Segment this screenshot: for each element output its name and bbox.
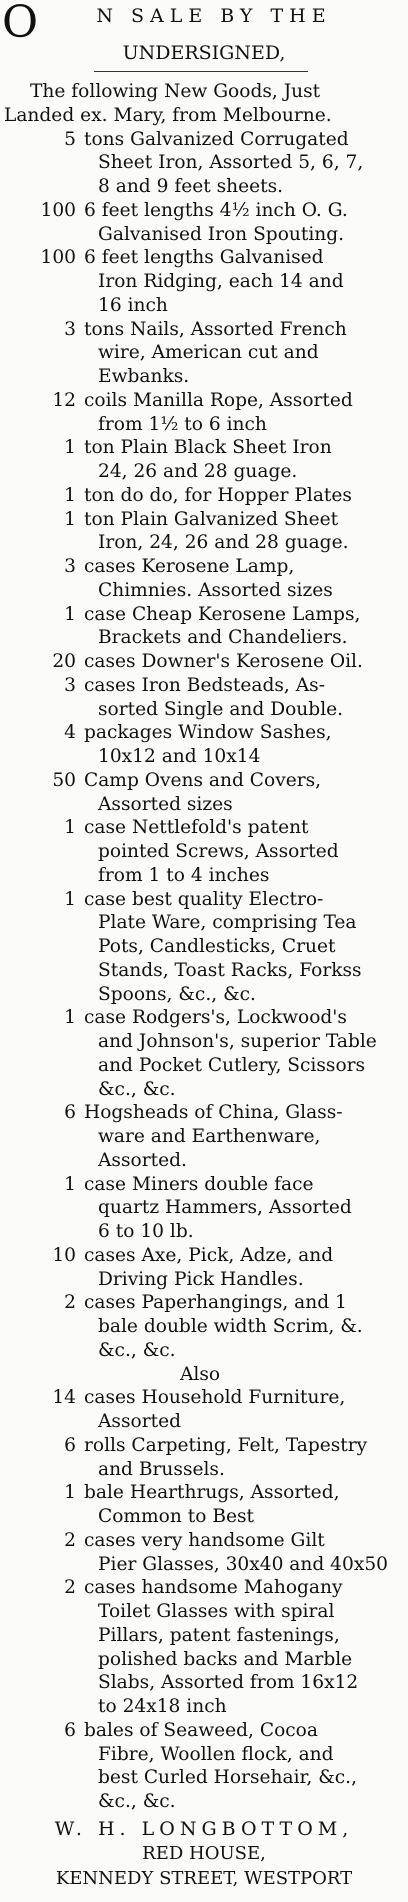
item-text-line: and Brussels. bbox=[98, 1458, 225, 1480]
item-text-line: Iron Ridging, each 14 and bbox=[98, 271, 344, 293]
item-text-line: from 1½ to 6 inch bbox=[98, 413, 267, 435]
section-label-also: Also bbox=[180, 1363, 221, 1385]
item-text-line: case Rodgers's, Lockwood's bbox=[84, 1007, 347, 1029]
item-quantity: 100 bbox=[40, 247, 76, 269]
item-quantity: 14 bbox=[52, 1387, 76, 1409]
item-quantity: 4 bbox=[64, 722, 76, 744]
item-text-line: tons Nails, Assorted French bbox=[84, 318, 347, 340]
item-text-line: and Johnson's, superior Table bbox=[98, 1031, 377, 1053]
item-text-line: Galvanised Iron Spouting. bbox=[98, 223, 345, 245]
item-quantity: 2 bbox=[64, 1529, 76, 1551]
heading-rule bbox=[94, 71, 308, 72]
item-quantity: 1 bbox=[64, 484, 76, 506]
item-quantity: 2 bbox=[64, 1577, 76, 1599]
item-text-line: Pots, Candlesticks, Cruet bbox=[98, 936, 336, 958]
item-quantity: 6 bbox=[64, 1719, 76, 1741]
item-text-line: Iron, 24, 26 and 28 guage. bbox=[98, 532, 349, 554]
item-text-line: cases Paperhangings, and 1 bbox=[84, 1292, 347, 1314]
item-quantity: 1 bbox=[64, 888, 76, 910]
item-quantity: 20 bbox=[52, 651, 76, 673]
item-text-line: 24, 26 and 28 guage. bbox=[98, 461, 298, 483]
item-quantity: 1 bbox=[64, 508, 76, 530]
item-text-line: case best quality Electro- bbox=[84, 888, 324, 910]
item-text-line: cases handsome Mahogany bbox=[84, 1577, 343, 1599]
item-text-line: case Cheap Kerosene Lamps, bbox=[84, 603, 361, 625]
item-text-line: 6 feet lengths Galvanised bbox=[84, 247, 324, 269]
item-text-line: Camp Ovens and Covers, bbox=[84, 769, 322, 791]
item-text-line: wire, American cut and bbox=[98, 342, 319, 364]
item-quantity: 1 bbox=[64, 817, 76, 839]
item-text-line: Chimnies. Assorted sizes bbox=[98, 579, 333, 601]
item-quantity: 3 bbox=[64, 674, 76, 696]
item-text-line: cases Axe, Pick, Adze, and bbox=[84, 1244, 334, 1266]
item-quantity: 2 bbox=[64, 1292, 76, 1314]
item-text-line: Pier Glasses, 30x40 and 40x50 bbox=[98, 1553, 388, 1575]
item-text-line: ton do do, for Hopper Plates bbox=[84, 484, 352, 506]
item-text-line: bales of Seaweed, Cocoa bbox=[84, 1719, 318, 1741]
item-text-line: Spoons, &c., &c. bbox=[98, 983, 256, 1005]
item-text-line: pointed Screws, Assorted bbox=[98, 841, 339, 863]
item-text-line: Hogsheads of China, Glass- bbox=[84, 1102, 343, 1124]
heading-line-1: N SALE BY THE bbox=[96, 5, 332, 27]
signature-street: KENNEDY STREET, WESTPORT bbox=[55, 1868, 353, 1889]
item-text-line: best Curled Horsehair, &c., bbox=[98, 1767, 357, 1789]
signature-name: W. H. LONGBOTTOM, bbox=[54, 1818, 354, 1840]
item-text-line: from 1 to 4 inches bbox=[98, 864, 270, 886]
item-text-line: Brackets and Chandeliers. bbox=[98, 627, 348, 649]
item-quantity: 50 bbox=[52, 769, 76, 791]
item-text-line: Toilet Glasses with spiral bbox=[98, 1601, 335, 1623]
item-quantity: 1 bbox=[64, 1482, 76, 1504]
item-quantity: 6 bbox=[64, 1102, 76, 1124]
drop-cap: O bbox=[2, 0, 39, 48]
item-text-line: Fibre, Woollen flock, and bbox=[98, 1743, 334, 1765]
item-quantity: 1 bbox=[64, 603, 76, 625]
item-text-line: &c., &c. bbox=[98, 1791, 176, 1813]
item-quantity: 10 bbox=[52, 1244, 76, 1266]
item-text-line: Common to Best bbox=[98, 1506, 255, 1528]
item-text-line: Pillars, patent fastenings, bbox=[98, 1624, 340, 1646]
item-quantity: 6 bbox=[64, 1434, 76, 1456]
item-quantity: 12 bbox=[52, 389, 76, 411]
item-quantity: 100 bbox=[40, 199, 76, 221]
item-text-line: to 24x18 inch bbox=[98, 1696, 227, 1718]
item-quantity: 3 bbox=[64, 556, 76, 578]
item-text-line: case Miners double face bbox=[84, 1173, 314, 1195]
item-text-line: tons Galvanized Corrugated bbox=[84, 128, 349, 150]
item-text-line: cases Downer's Kerosene Oil. bbox=[84, 651, 363, 673]
item-text-line: 16 inch bbox=[98, 294, 168, 316]
item-quantity: 5 bbox=[64, 128, 76, 150]
item-text-line: Assorted sizes bbox=[98, 793, 233, 815]
item-text-line: bale Hearthrugs, Assorted, bbox=[84, 1482, 340, 1504]
item-text-line: Assorted bbox=[98, 1411, 181, 1433]
item-text-line: cases Household Furniture, bbox=[84, 1387, 346, 1409]
item-text-line: coils Manilla Rope, Assorted bbox=[84, 389, 353, 411]
intro-line: The following New Goods, Just bbox=[30, 81, 321, 102]
item-text-line: Driving Pick Handles. bbox=[98, 1268, 304, 1290]
item-text-line: cases Kerosene Lamp, bbox=[84, 556, 295, 578]
item-text-line: &c., &c. bbox=[98, 1078, 176, 1100]
item-quantity: 1 bbox=[64, 1007, 76, 1029]
item-text-line: ton Plain Galvanized Sheet bbox=[84, 508, 339, 530]
item-text-line: Stands, Toast Racks, Forkss bbox=[98, 959, 362, 981]
item-quantity: 3 bbox=[64, 318, 76, 340]
item-text-line: Sheet Iron, Assorted 5, 6, 7, bbox=[98, 152, 364, 174]
item-text-line: bale double width Scrim, &. bbox=[98, 1316, 363, 1338]
item-text-line: 6 to 10 lb. bbox=[98, 1221, 194, 1243]
item-text-line: Ewbanks. bbox=[98, 366, 190, 388]
item-quantity: 1 bbox=[64, 1173, 76, 1195]
heading-line-2: UNDERSIGNED, bbox=[122, 42, 286, 64]
item-text-line: sorted Single and Double. bbox=[98, 698, 344, 720]
item-quantity: 1 bbox=[64, 437, 76, 459]
item-text-line: cases very handsome Gilt bbox=[84, 1529, 325, 1551]
item-text-line: rolls Carpeting, Felt, Tapestry bbox=[84, 1434, 368, 1456]
item-text-line: Assorted. bbox=[98, 1149, 187, 1171]
item-text-line: polished backs and Marble bbox=[98, 1648, 353, 1670]
item-text-line: cases Iron Bedsteads, As- bbox=[84, 674, 326, 696]
item-text-line: 10x12 and 10x14 bbox=[98, 746, 261, 768]
signature-place: RED HOUSE, bbox=[142, 1843, 266, 1864]
item-text-line: 6 feet lengths 4½ inch O. G. bbox=[84, 199, 348, 221]
item-text-line: ware and Earthenware, bbox=[98, 1126, 321, 1148]
item-text-line: Plate Ware, comprising Tea bbox=[98, 912, 357, 934]
item-text-line: and Pocket Cutlery, Scissors bbox=[98, 1054, 366, 1076]
item-text-line: quartz Hammers, Assorted bbox=[98, 1197, 352, 1219]
item-text-line: Slabs, Assorted from 16x12 bbox=[98, 1672, 359, 1694]
item-text-line: &c., &c. bbox=[98, 1339, 176, 1361]
intro-line: Landed ex. Mary, from Melbourne. bbox=[4, 104, 332, 126]
item-text-line: ton Plain Black Sheet Iron bbox=[84, 437, 332, 459]
item-text-line: packages Window Sashes, bbox=[84, 722, 332, 744]
item-text-line: case Nettlefold's patent bbox=[84, 817, 309, 839]
item-text-line: 8 and 9 feet sheets. bbox=[98, 176, 284, 197]
